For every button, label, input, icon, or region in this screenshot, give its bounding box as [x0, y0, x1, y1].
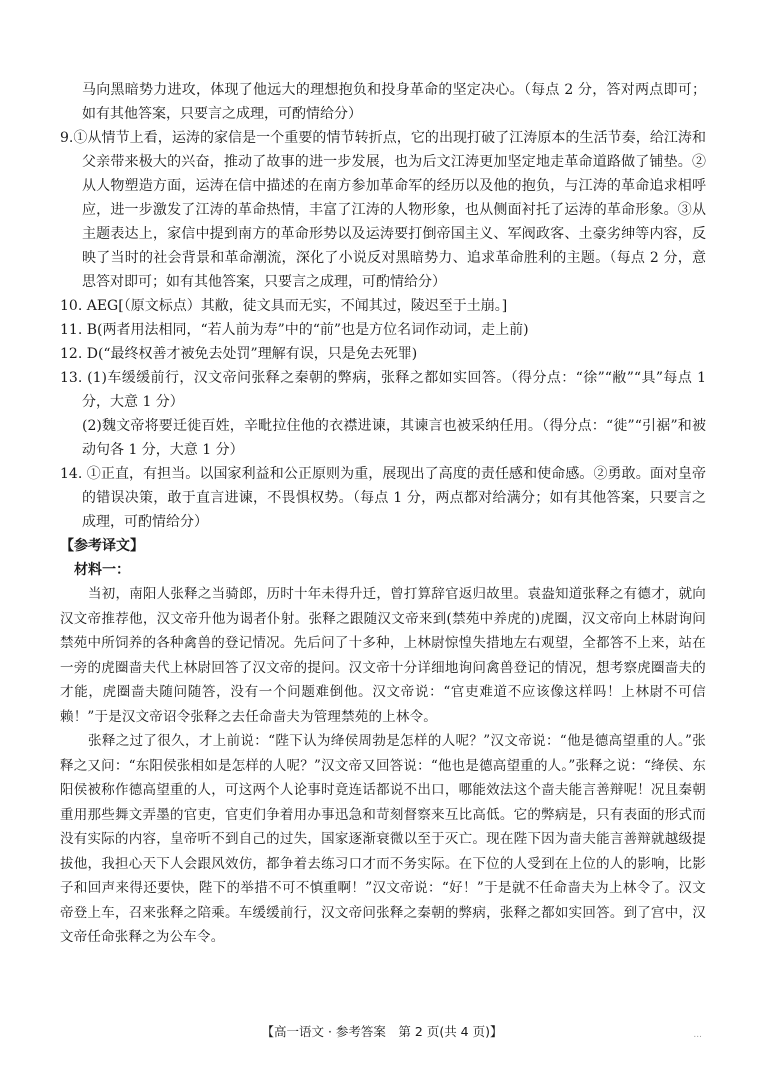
answer-8-continuation: 马向黑暗势力进攻，体现了他远大的理想抱负和投身革命的坚定决心。（每点 2 分，答对两点即可；如有其他答案，只要言之成理，可酌情给分） [82, 82, 706, 122]
answer-11: 11. B(两者用法相同，“若人前为寿”中的“前”也是方位名词作动词，走上前) [60, 322, 529, 338]
page-footer: 【高一语文 · 参考答案 第 2 页(共 4 页)】 [261, 1024, 503, 1039]
answer-9: 9.①从情节上看，运涛的家信是一个重要的情节转折点，它的出现打破了江涛原本的生活节奏，给江涛和父亲带来极大的兴奋，推动了故事的进一步发展，也为后文江涛更加坚定地走革命道路做了铺垫。②从人物塑造方面，运涛在信中描述的在南方参加革命军的经历以及他的抱负，与江涛的革命追求相呼应，进一步激发了江涛的革命热情，丰富了江涛的人物形象，也从侧面衬托了运涛的革命形象。③从主题表达上，家信中提到南方的革命形势以及运涛要打倒帝国主义、军阀政客、土豪劣绅等内容，反映了当时的社会背景和革命潮流，深化了小说反对黑暗势力、追求革命胜利的主题。（每点 2 分，意思答对即可；如有其他答案，只要言之成理，可酌情给分） [60, 130, 706, 290]
answer-13-part-2: (2)魏文帝将要迁徙百姓，辛毗拉住他的衣襟进谏，其谏言也被采纳任用。（得分点：“徙”“引裾”和被动句各 1 分，大意 1 分） [82, 418, 706, 458]
answer-10: 10. AEG[（原文标点）其敝，徒文具而无实，不闻其过，陵迟至于土崩。] [60, 298, 508, 314]
corner-mark: ... [693, 1030, 702, 1040]
answer-13-part-1: 13. (1)车缓缓前行，汉文帝问张释之秦朝的弊病，张释之都如实回答。（得分点：“徐”“敝”“具”每点 1 分，大意 1 分） [60, 370, 706, 410]
translation-paragraph-2: 张释之过了很久，才上前说：“陛下认为绛侯周勃是怎样的人呢？”汉文帝说：“他是德高望重的人。”张释之又问：“东阳侯张相如是怎样的人呢？”汉文帝又回答说：“他也是德高望重的人。”张释之说：“绛侯、东阳侯被称作德高望重的人，可这两个人论事时竟连话都说不出口，哪能效法这个啬夫能言善辩呢！况且秦朝重用那些舞文弄墨的官吏，官吏们争着用办事迅急和苛刻督察来互比高低。它的弊病是，只有表面的形式而没有实际的内容，皇帝听不到自己的过失，国家逐渐衰微以至于灭亡。现在陛下因为啬夫能言善辩就越级提拔他，我担心天下人会跟风效仿，都争着去练习口才而不务实际。在下位的人受到在上位的人的影响，比影子和回声来得还要快，陛下的举措不可不慎重啊！”汉文帝说：“好！”于是就不任命啬夫为上林令了。汉文帝登上车，召来张释之陪乘。车缓缓前行，汉文帝问张释之秦朝的弊病，张释之都如实回答。到了宫中，汉文帝任命张释之为公车令。 [60, 733, 706, 945]
answers-block [60, 78, 706, 534]
reference-translation-heading: 【参考译文】 [60, 538, 144, 554]
material-one-heading: 材料一： [74, 562, 130, 578]
answer-12: 12. D(“最终权善才被免去处罚”理解有误，只是免去死罪) [60, 346, 418, 362]
answer-14: 14. ①正直，有担当。以国家利益和公正原则为重，展现出了高度的责任感和使命感。②勇敢。面对皇帝的错误决策，敢于直言进谏，不畏惧权势。（每点 1 分，两点都对给满分；如有其他答案，只要言之成理，可酌情给分） [60, 466, 706, 530]
translation-paragraph-1: 当初，南阳人张释之当骑郎，历时十年未得升迁，曾打算辞官返归故里。袁盎知道张释之有德才，就向汉文帝推荐他，汉文帝升他为谒者仆射。张释之跟随汉文帝来到(禁苑中养虎的)虎圈，汉文帝向上林尉询问禁苑中所饲养的各种禽兽的登记情况。先后问了十多种，上林尉惊惶失措地左右观望，全都答不上来，站在一旁的虎圈啬夫代上林尉回答了汉文帝的提问。汉文帝十分详细地询问禽兽登记的情况，想考察虎圈啬夫的才能，虎圈啬夫随问随答，没有一个问题难倒他。汉文帝说：“官吏难道不应该像这样吗！上林尉不可信赖！”于是汉文帝诏令张释之去任命啬夫为管理禁苑的上林令。 [60, 586, 706, 725]
